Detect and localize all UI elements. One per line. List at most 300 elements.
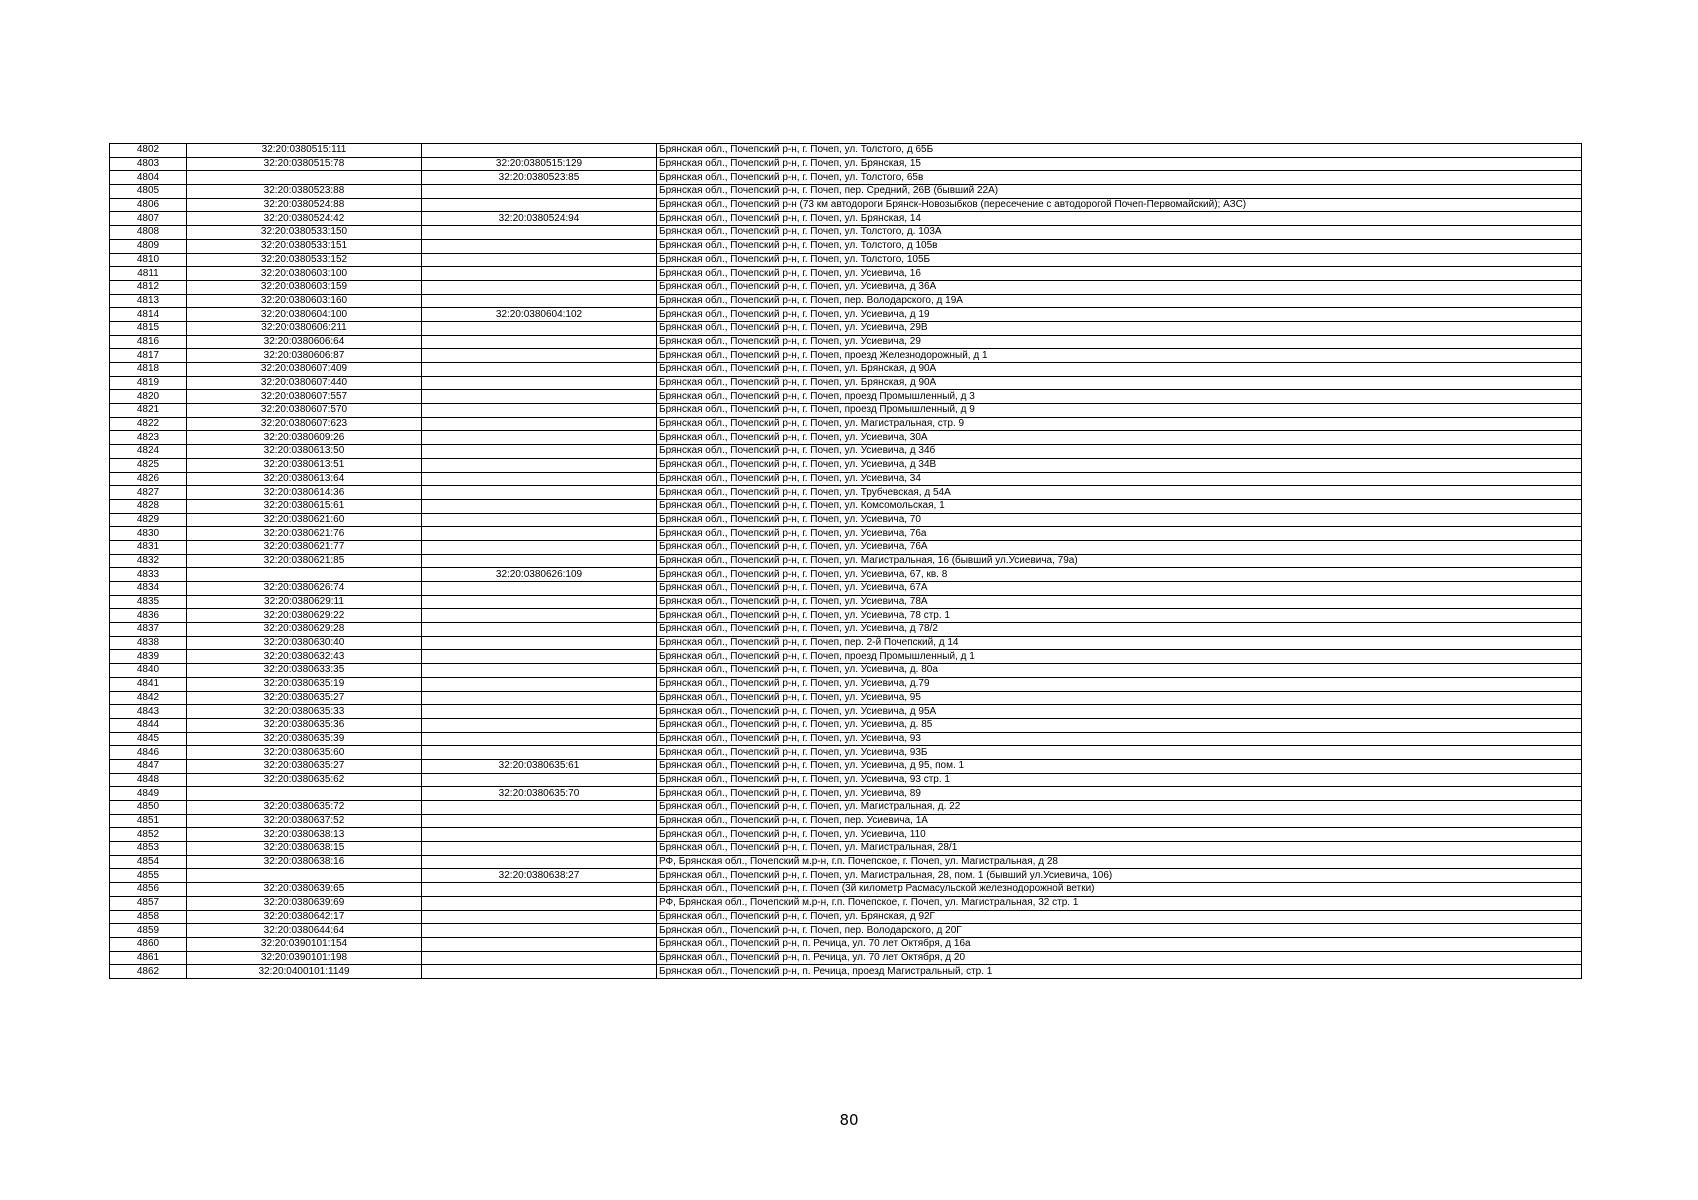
cadastral-number-cell [187, 787, 422, 801]
address-cell: Брянская обл., Почепский р-н, п. Речица, ул. 70 лет Октября, д 16а [657, 937, 1582, 951]
table-row [110, 664, 1582, 678]
row-number-cell: 4827 [110, 486, 187, 500]
table-row [110, 540, 1582, 554]
address-cell: Брянская обл., Почепский р-н, г. Почеп, ул. Комсомольская, 1 [657, 499, 1582, 513]
cadastral-number-cell: 32:20:0380635:72 [187, 801, 422, 815]
row-number-cell: 4825 [110, 458, 187, 472]
related-cadastral-number-cell [422, 185, 657, 199]
table-row [110, 910, 1582, 924]
page-number: 80 [839, 1111, 859, 1129]
cadastre-table [109, 143, 1582, 979]
table-row [110, 445, 1582, 459]
address-cell: Брянская обл., Почепский р-н, г. Почеп, пер. 2-й Почепский, д 14 [657, 636, 1582, 650]
table-row [110, 609, 1582, 623]
table-row [110, 472, 1582, 486]
row-number-cell: 4850 [110, 801, 187, 815]
row-number-cell: 4828 [110, 499, 187, 513]
address-cell: Брянская обл., Почепский р-н, г. Почеп, ул. Усиевича, 34 [657, 472, 1582, 486]
address-cell: Брянская обл., Почепский р-н, г. Почеп, ул. Усиевича, д. 80а [657, 664, 1582, 678]
related-cadastral-number-cell [422, 773, 657, 787]
related-cadastral-number-cell [422, 883, 657, 897]
table-row [110, 267, 1582, 281]
table-row [110, 417, 1582, 431]
related-cadastral-number-cell [422, 527, 657, 541]
table-row [110, 924, 1582, 938]
table-row [110, 431, 1582, 445]
table-row [110, 773, 1582, 787]
related-cadastral-number-cell [422, 513, 657, 527]
related-cadastral-number-cell [422, 404, 657, 418]
related-cadastral-number-cell: 32:20:0380515:129 [422, 157, 657, 171]
row-number-cell: 4839 [110, 650, 187, 664]
address-cell: Брянская обл., Почепский р-н, п. Речица, проезд Магистральный, стр. 1 [657, 965, 1582, 979]
cadastral-number-cell: 32:20:0380638:13 [187, 828, 422, 842]
address-cell: Брянская обл., Почепский р-н, г. Почеп, ул. Магистральная, д. 22 [657, 801, 1582, 815]
address-cell: Брянская обл., Почепский р-н, г. Почеп, ул. Усиевича, д 95, пом. 1 [657, 759, 1582, 773]
row-number-cell: 4842 [110, 691, 187, 705]
table-row [110, 650, 1582, 664]
cadastral-number-cell: 32:20:0380533:152 [187, 253, 422, 267]
address-cell: Брянская обл., Почепский р-н, г. Почеп, ул. Брянская, д 92Г [657, 910, 1582, 924]
row-number-cell: 4851 [110, 814, 187, 828]
table-row [110, 801, 1582, 815]
row-number-cell: 4857 [110, 896, 187, 910]
row-number-cell: 4808 [110, 226, 187, 240]
related-cadastral-number-cell [422, 540, 657, 554]
cadastral-number-cell: 32:20:0380621:60 [187, 513, 422, 527]
address-cell: Брянская обл., Почепский р-н, г. Почеп, ул. Усиевича, 30А [657, 431, 1582, 445]
related-cadastral-number-cell [422, 198, 657, 212]
address-cell: Брянская обл., Почепский р-н, г. Почеп, проезд Промышленный, д 3 [657, 390, 1582, 404]
row-number-cell: 4815 [110, 321, 187, 335]
row-number-cell: 4823 [110, 431, 187, 445]
cadastral-number-cell: 32:20:0400101:1149 [187, 965, 422, 979]
table-row [110, 746, 1582, 760]
row-number-cell: 4803 [110, 157, 187, 171]
table-row [110, 157, 1582, 171]
row-number-cell: 4858 [110, 910, 187, 924]
table-row [110, 732, 1582, 746]
table-row [110, 212, 1582, 226]
related-cadastral-number-cell [422, 554, 657, 568]
table-row [110, 486, 1582, 500]
cadastral-number-cell: 32:20:0380635:39 [187, 732, 422, 746]
address-cell: Брянская обл., Почепский р-н, г. Почеп, ул. Усиевича, д 34В [657, 458, 1582, 472]
related-cadastral-number-cell [422, 486, 657, 500]
table-row [110, 226, 1582, 240]
related-cadastral-number-cell: 32:20:0380604:102 [422, 308, 657, 322]
row-number-cell: 4807 [110, 212, 187, 226]
row-number-cell: 4838 [110, 636, 187, 650]
address-cell: Брянская обл., Почепский р-н, г. Почеп (3й километр Расмасульской железнодорожной ветки) [657, 883, 1582, 897]
related-cadastral-number-cell [422, 376, 657, 390]
related-cadastral-number-cell [422, 390, 657, 404]
related-cadastral-number-cell [422, 280, 657, 294]
address-cell: Брянская обл., Почепский р-н, г. Почеп, ул. Усиевича, 78А [657, 595, 1582, 609]
address-cell: Брянская обл., Почепский р-н, г. Почеп, ул. Трубчевская, д 54А [657, 486, 1582, 500]
cadastral-number-cell: 32:20:0380630:40 [187, 636, 422, 650]
related-cadastral-number-cell: 32:20:0380635:70 [422, 787, 657, 801]
cadastral-number-cell: 32:20:0380606:87 [187, 349, 422, 363]
cadastral-number-cell: 32:20:0380635:27 [187, 691, 422, 705]
related-cadastral-number-cell [422, 691, 657, 705]
cadastral-number-cell: 32:20:0380635:33 [187, 705, 422, 719]
table-row [110, 869, 1582, 883]
address-cell: Брянская обл., Почепский р-н, г. Почеп, ул. Усиевича, д 95А [657, 705, 1582, 719]
related-cadastral-number-cell [422, 951, 657, 965]
row-number-cell: 4841 [110, 677, 187, 691]
cadastral-number-cell: 32:20:0390101:198 [187, 951, 422, 965]
row-number-cell: 4849 [110, 787, 187, 801]
row-number-cell: 4810 [110, 253, 187, 267]
row-number-cell: 4830 [110, 527, 187, 541]
row-number-cell: 4829 [110, 513, 187, 527]
cadastral-number-cell: 32:20:0380638:16 [187, 855, 422, 869]
address-cell: Брянская обл., Почепский р-н, г. Почеп, пер. Володарского, д 20Г [657, 924, 1582, 938]
address-cell: Брянская обл., Почепский р-н, г. Почеп, ул. Усиевича, 110 [657, 828, 1582, 842]
related-cadastral-number-cell [422, 636, 657, 650]
row-number-cell: 4837 [110, 623, 187, 637]
row-number-cell: 4861 [110, 951, 187, 965]
row-number-cell: 4814 [110, 308, 187, 322]
cadastral-number-cell [187, 568, 422, 582]
related-cadastral-number-cell: 32:20:0380635:61 [422, 759, 657, 773]
related-cadastral-number-cell [422, 746, 657, 760]
address-cell: Брянская обл., Почепский р-н, г. Почеп, ул. Магистральная, 28, пом. 1 (бывший ул.Усиевича, 106) [657, 869, 1582, 883]
address-cell: Брянская обл., Почепский р-н, г. Почеп, ул. Брянская, д 90А [657, 376, 1582, 390]
related-cadastral-number-cell: 32:20:0380638:27 [422, 869, 657, 883]
row-number-cell: 4818 [110, 363, 187, 377]
cadastral-number-cell: 32:20:0380613:64 [187, 472, 422, 486]
cadastral-number-cell: 32:20:0380633:35 [187, 664, 422, 678]
row-number-cell: 4824 [110, 445, 187, 459]
cadastral-number-cell: 32:20:0380515:78 [187, 157, 422, 171]
related-cadastral-number-cell [422, 718, 657, 732]
address-cell: Брянская обл., Почепский р-н, г. Почеп, ул. Толстого, д 65Б [657, 144, 1582, 158]
address-cell: Брянская обл., Почепский р-н, г. Почеп, ул. Усиевича, 76А [657, 540, 1582, 554]
related-cadastral-number-cell [422, 226, 657, 240]
table-body [110, 144, 1582, 979]
table-row [110, 185, 1582, 199]
related-cadastral-number-cell [422, 267, 657, 281]
row-number-cell: 4802 [110, 144, 187, 158]
address-cell: Брянская обл., Почепский р-н, г. Почеп, ул. Усиевича, 76а [657, 527, 1582, 541]
row-number-cell: 4844 [110, 718, 187, 732]
cadastral-number-cell: 32:20:0380603:100 [187, 267, 422, 281]
row-number-cell: 4836 [110, 609, 187, 623]
address-cell: Брянская обл., Почепский р-н (73 км автодороги Брянск-Новозыбков (пересечение с автодорогой Почеп-Первомайский); АЗС) [657, 198, 1582, 212]
related-cadastral-number-cell: 32:20:0380523:85 [422, 171, 657, 185]
related-cadastral-number-cell [422, 855, 657, 869]
related-cadastral-number-cell [422, 664, 657, 678]
cadastral-number-cell: 32:20:0380626:74 [187, 582, 422, 596]
cadastral-number-cell: 32:20:0380533:151 [187, 239, 422, 253]
table-row [110, 171, 1582, 185]
related-cadastral-number-cell [422, 705, 657, 719]
address-cell: Брянская обл., Почепский р-н, г. Почеп, ул. Толстого, 105Б [657, 253, 1582, 267]
table-row [110, 883, 1582, 897]
address-cell: Брянская обл., Почепский р-н, г. Почеп, ул. Толстого, 65в [657, 171, 1582, 185]
row-number-cell: 4853 [110, 842, 187, 856]
cadastral-number-cell: 32:20:0380635:19 [187, 677, 422, 691]
address-cell: Брянская обл., Почепский р-н, г. Почеп, ул. Усиевича, д 34б [657, 445, 1582, 459]
table-row [110, 308, 1582, 322]
address-cell: Брянская обл., Почепский р-н, г. Почеп, ул. Усиевича, д 36А [657, 280, 1582, 294]
related-cadastral-number-cell [422, 828, 657, 842]
related-cadastral-number-cell [422, 609, 657, 623]
address-cell: Брянская обл., Почепский р-н, г. Почеп, ул. Магистральная, стр. 9 [657, 417, 1582, 431]
row-number-cell: 4812 [110, 280, 187, 294]
cadastral-number-cell: 32:20:0380644:64 [187, 924, 422, 938]
table-row [110, 582, 1582, 596]
address-cell: Брянская обл., Почепский р-н, г. Почеп, ул. Усиевича, 67А [657, 582, 1582, 596]
table-row [110, 458, 1582, 472]
address-cell: Брянская обл., Почепский р-н, г. Почеп, ул. Усиевича, 93 стр. 1 [657, 773, 1582, 787]
cadastral-number-cell: 32:20:0380603:160 [187, 294, 422, 308]
cadastral-number-cell: 32:20:0380607:440 [187, 376, 422, 390]
row-number-cell: 4855 [110, 869, 187, 883]
table-row [110, 335, 1582, 349]
table-row [110, 239, 1582, 253]
row-number-cell: 4820 [110, 390, 187, 404]
row-number-cell: 4847 [110, 759, 187, 773]
cadastral-number-cell: 32:20:0380635:27 [187, 759, 422, 773]
address-cell: Брянская обл., Почепский р-н, г. Почеп, ул. Усиевича, 78 стр. 1 [657, 609, 1582, 623]
address-cell: РФ, Брянская обл., Почепский м.р-н, г.п. Почепское, г. Почеп, ул. Магистральная, д 28 [657, 855, 1582, 869]
related-cadastral-number-cell [422, 458, 657, 472]
table-row [110, 144, 1582, 158]
related-cadastral-number-cell [422, 239, 657, 253]
cadastral-number-cell: 32:20:0380635:62 [187, 773, 422, 787]
table-row [110, 499, 1582, 513]
related-cadastral-number-cell [422, 896, 657, 910]
row-number-cell: 4809 [110, 239, 187, 253]
related-cadastral-number-cell [422, 801, 657, 815]
address-cell: Брянская обл., Почепский р-н, г. Почеп, ул. Усиевича, д 78/2 [657, 623, 1582, 637]
table-row [110, 623, 1582, 637]
table-row [110, 321, 1582, 335]
related-cadastral-number-cell [422, 321, 657, 335]
related-cadastral-number-cell [422, 842, 657, 856]
table-row [110, 828, 1582, 842]
cadastral-number-cell: 32:20:0380524:88 [187, 198, 422, 212]
table-row [110, 198, 1582, 212]
row-number-cell: 4826 [110, 472, 187, 486]
address-cell: Брянская обл., Почепский р-н, г. Почеп, ул. Усиевича, д 19 [657, 308, 1582, 322]
address-cell: Брянская обл., Почепский р-н, г. Почеп, ул. Усиевича, 95 [657, 691, 1582, 705]
address-cell: Брянская обл., Почепский р-н, г. Почеп, ул. Усиевича, 29В [657, 321, 1582, 335]
row-number-cell: 4813 [110, 294, 187, 308]
row-number-cell: 4852 [110, 828, 187, 842]
table-row [110, 787, 1582, 801]
row-number-cell: 4834 [110, 582, 187, 596]
cadastral-number-cell: 32:20:0380621:76 [187, 527, 422, 541]
table-row [110, 568, 1582, 582]
table-row [110, 376, 1582, 390]
related-cadastral-number-cell [422, 472, 657, 486]
row-number-cell: 4819 [110, 376, 187, 390]
address-cell: Брянская обл., Почепский р-н, г. Почеп, проезд Промышленный, д 9 [657, 404, 1582, 418]
table-row [110, 965, 1582, 979]
cadastral-number-cell: 32:20:0380606:64 [187, 335, 422, 349]
table-row [110, 363, 1582, 377]
cadastral-number-cell: 32:20:0380642:17 [187, 910, 422, 924]
row-number-cell: 4832 [110, 554, 187, 568]
cadastral-number-cell: 32:20:0380638:15 [187, 842, 422, 856]
address-cell: Брянская обл., Почепский р-н, г. Почеп, проезд Промышленный, д 1 [657, 650, 1582, 664]
address-cell: Брянская обл., Почепский р-н, г. Почеп, ул. Усиевича, д.79 [657, 677, 1582, 691]
address-cell: Брянская обл., Почепский р-н, г. Почеп, ул. Усиевича, д. 85 [657, 718, 1582, 732]
row-number-cell: 4835 [110, 595, 187, 609]
table-row [110, 595, 1582, 609]
cadastral-number-cell: 32:20:0380603:159 [187, 280, 422, 294]
address-cell: Брянская обл., Почепский р-н, п. Речица, ул. 70 лет Октября, д 20 [657, 951, 1582, 965]
address-cell: РФ, Брянская обл., Почепский м.р-н, г.п. Почепское, г. Почеп, ул. Магистральная, 32 стр. 1 [657, 896, 1582, 910]
cadastral-number-cell: 32:20:0380607:623 [187, 417, 422, 431]
address-cell: Брянская обл., Почепский р-н, г. Почеп, пер. Средний, 26В (бывший 22А) [657, 185, 1582, 199]
cadastral-number-cell: 32:20:0380607:570 [187, 404, 422, 418]
table-row [110, 677, 1582, 691]
related-cadastral-number-cell [422, 335, 657, 349]
table-row [110, 937, 1582, 951]
cadastral-number-cell: 32:20:0380615:61 [187, 499, 422, 513]
cadastral-number-cell [187, 869, 422, 883]
address-cell: Брянская обл., Почепский р-н, г. Почеп, ул. Усиевича, 93 [657, 732, 1582, 746]
related-cadastral-number-cell [422, 349, 657, 363]
table-row [110, 951, 1582, 965]
table-row [110, 842, 1582, 856]
row-number-cell: 4811 [110, 267, 187, 281]
related-cadastral-number-cell [422, 623, 657, 637]
cadastral-number-cell: 32:20:0380533:150 [187, 226, 422, 240]
cadastral-number-cell: 32:20:0380613:50 [187, 445, 422, 459]
address-cell: Брянская обл., Почепский р-н, г. Почеп, ул. Толстого, д. 103А [657, 226, 1582, 240]
cadastral-number-cell: 32:20:0380607:409 [187, 363, 422, 377]
cadastral-number-cell: 32:20:0380629:22 [187, 609, 422, 623]
related-cadastral-number-cell [422, 910, 657, 924]
address-cell: Брянская обл., Почепский р-н, г. Почеп, ул. Брянская, 15 [657, 157, 1582, 171]
address-cell: Брянская обл., Почепский р-н, г. Почеп, пер. Володарского, д 19А [657, 294, 1582, 308]
cadastral-number-cell: 32:20:0380523:88 [187, 185, 422, 199]
address-cell: Брянская обл., Почепский р-н, г. Почеп, ул. Брянская, д 90А [657, 363, 1582, 377]
related-cadastral-number-cell [422, 595, 657, 609]
address-cell: Брянская обл., Почепский р-н, г. Почеп, ул. Магистральная, 16 (бывший ул.Усиевича, 79а) [657, 554, 1582, 568]
related-cadastral-number-cell [422, 431, 657, 445]
table-row [110, 636, 1582, 650]
cadastral-number-cell: 32:20:0380614:36 [187, 486, 422, 500]
related-cadastral-number-cell [422, 417, 657, 431]
cadastral-number-cell: 32:20:0380639:65 [187, 883, 422, 897]
row-number-cell: 4843 [110, 705, 187, 719]
cadastral-number-cell: 32:20:0380629:28 [187, 623, 422, 637]
address-cell: Брянская обл., Почепский р-н, г. Почеп, ул. Брянская, 14 [657, 212, 1582, 226]
related-cadastral-number-cell: 32:20:0380524:94 [422, 212, 657, 226]
address-cell: Брянская обл., Почепский р-н, г. Почеп, ул. Магистральная, 28/1 [657, 842, 1582, 856]
address-cell: Брянская обл., Почепский р-н, г. Почеп, ул. Усиевича, 89 [657, 787, 1582, 801]
cadastral-number-cell: 32:20:0380637:52 [187, 814, 422, 828]
table-row [110, 527, 1582, 541]
table-row [110, 855, 1582, 869]
cadastral-number-cell: 32:20:0380635:36 [187, 718, 422, 732]
related-cadastral-number-cell [422, 924, 657, 938]
related-cadastral-number-cell [422, 965, 657, 979]
row-number-cell: 4854 [110, 855, 187, 869]
cadastral-number-cell: 32:20:0380635:60 [187, 746, 422, 760]
related-cadastral-number-cell [422, 144, 657, 158]
cadastral-number-cell: 32:20:0380604:100 [187, 308, 422, 322]
cadastral-number-cell: 32:20:0380606:211 [187, 321, 422, 335]
related-cadastral-number-cell [422, 732, 657, 746]
address-cell: Брянская обл., Почепский р-н, г. Почеп, ул. Усиевича, 67, кв. 8 [657, 568, 1582, 582]
address-cell: Брянская обл., Почепский р-н, г. Почеп, ул. Усиевича, 70 [657, 513, 1582, 527]
address-cell: Брянская обл., Почепский р-н, г. Почеп, ул. Толстого, д 105в [657, 239, 1582, 253]
address-cell: Брянская обл., Почепский р-н, г. Почеп, проезд Железнодорожный, д 1 [657, 349, 1582, 363]
row-number-cell: 4845 [110, 732, 187, 746]
row-number-cell: 4860 [110, 937, 187, 951]
row-number-cell: 4856 [110, 883, 187, 897]
row-number-cell: 4840 [110, 664, 187, 678]
row-number-cell: 4804 [110, 171, 187, 185]
row-number-cell: 4816 [110, 335, 187, 349]
cadastral-number-cell [187, 171, 422, 185]
related-cadastral-number-cell [422, 814, 657, 828]
table-row [110, 390, 1582, 404]
table-row [110, 349, 1582, 363]
address-cell: Брянская обл., Почепский р-н, г. Почеп, пер. Усиевича, 1А [657, 814, 1582, 828]
table-row [110, 404, 1582, 418]
row-number-cell: 4848 [110, 773, 187, 787]
table-row [110, 253, 1582, 267]
cadastral-number-cell: 32:20:0380515:111 [187, 144, 422, 158]
related-cadastral-number-cell [422, 650, 657, 664]
related-cadastral-number-cell [422, 253, 657, 267]
related-cadastral-number-cell [422, 294, 657, 308]
table-row [110, 280, 1582, 294]
table-row [110, 814, 1582, 828]
related-cadastral-number-cell [422, 937, 657, 951]
cadastral-number-cell: 32:20:0380629:11 [187, 595, 422, 609]
cadastral-number-cell: 32:20:0380524:42 [187, 212, 422, 226]
table-row [110, 759, 1582, 773]
row-number-cell: 4806 [110, 198, 187, 212]
cadastral-number-cell: 32:20:0380613:51 [187, 458, 422, 472]
table-row [110, 691, 1582, 705]
related-cadastral-number-cell [422, 445, 657, 459]
related-cadastral-number-cell [422, 499, 657, 513]
related-cadastral-number-cell [422, 582, 657, 596]
cadastral-number-cell: 32:20:0380632:43 [187, 650, 422, 664]
table-row [110, 554, 1582, 568]
cadastral-number-cell: 32:20:0380621:85 [187, 554, 422, 568]
cadastral-number-cell: 32:20:0390101:154 [187, 937, 422, 951]
cadastral-number-cell: 32:20:0380609:26 [187, 431, 422, 445]
address-cell: Брянская обл., Почепский р-н, г. Почеп, ул. Усиевича, 29 [657, 335, 1582, 349]
cadastral-number-cell: 32:20:0380607:557 [187, 390, 422, 404]
table-row [110, 513, 1582, 527]
table-row [110, 896, 1582, 910]
cadastral-number-cell: 32:20:0380621:77 [187, 540, 422, 554]
related-cadastral-number-cell [422, 677, 657, 691]
address-cell: Брянская обл., Почепский р-н, г. Почеп, ул. Усиевича, 16 [657, 267, 1582, 281]
row-number-cell: 4833 [110, 568, 187, 582]
table-row [110, 705, 1582, 719]
address-cell: Брянская обл., Почепский р-н, г. Почеп, ул. Усиевича, 93Б [657, 746, 1582, 760]
row-number-cell: 4862 [110, 965, 187, 979]
related-cadastral-number-cell [422, 363, 657, 377]
row-number-cell: 4817 [110, 349, 187, 363]
cadastral-number-cell: 32:20:0380639:69 [187, 896, 422, 910]
table-row [110, 294, 1582, 308]
